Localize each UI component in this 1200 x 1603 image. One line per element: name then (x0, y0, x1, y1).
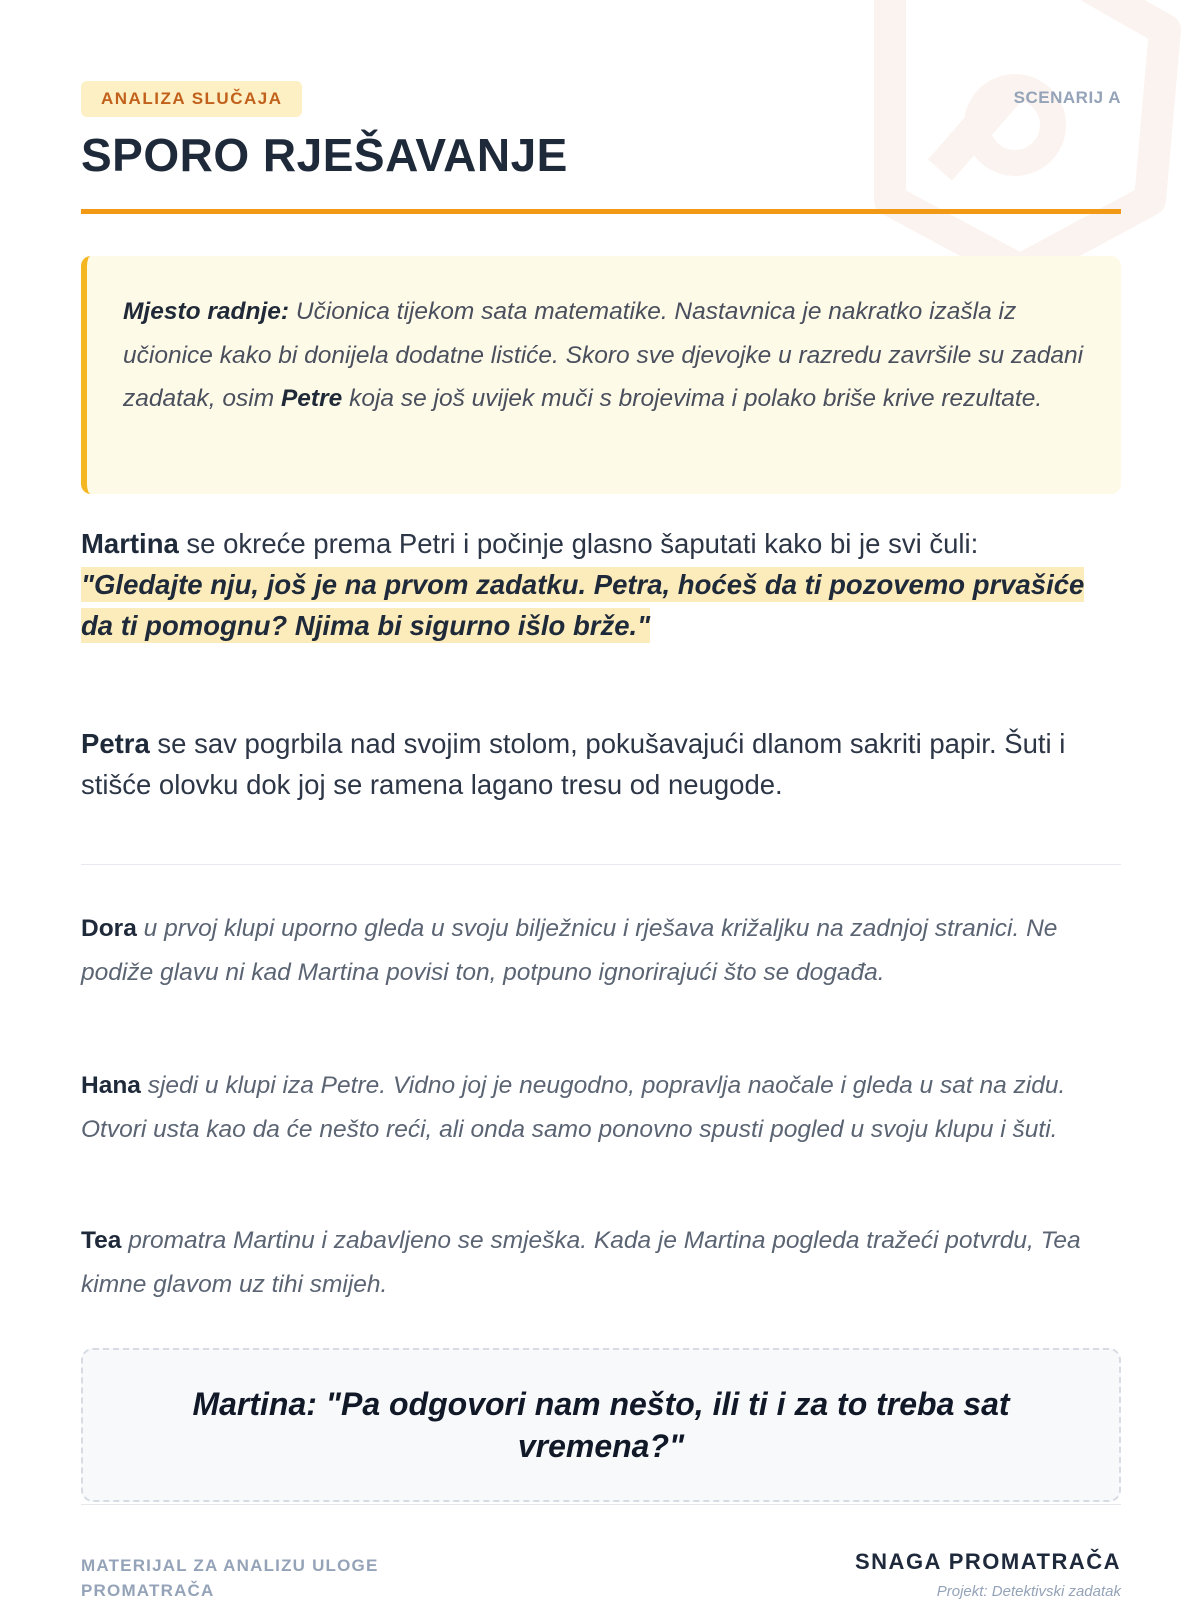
reaction-text: promatra Martinu i zabavljeno se smješka. Kada je Martina pogleda tražeći potvrdu, Tea kimne glavom uz tihi smijeh. (81, 1227, 1081, 1298)
scenario-label: SCENARIJ A (1013, 88, 1121, 107)
martina-name: Martina (81, 528, 179, 559)
footer-left-text: MATERIJAL ZA ANALIZU ULOGE PROMATRAČA (81, 1556, 379, 1600)
reaction-dora (81, 907, 1121, 994)
section-divider (81, 864, 1121, 865)
setting-label: Mjesto radnje: (123, 298, 290, 325)
setting-box (81, 256, 1121, 494)
setting-text-before: Učionica tijekom sata matematike. Nastavnica je nakratko izašla iz učionice kako bi donijela dodatne listiće. Skoro sve djevojke u razredu završile su zadani zadatak, osim (123, 298, 1084, 412)
setting-text-after: koja se još uvijek muči s brojevima i polako briše krive rezultate. (342, 385, 1043, 412)
page (81, 0, 1121, 1600)
reaction-tea (81, 1219, 1121, 1306)
title-underline (81, 209, 1121, 214)
martina-quote: "Gledajte nju, još je na prvom zadatku. Petra, hoćeš da ti pozovemo prvašiće da ti pomognu? Njima bi sigurno išlo brže." (81, 569, 1085, 641)
reaction-hana (81, 1064, 1121, 1151)
final-quote: Martina: "Pa odgovori nam nešto, ili ti i za to treba sat vremena?" (192, 1386, 1010, 1464)
reaction-name: Dora (81, 915, 137, 942)
petra-text: se sav pogrbila nad svojim stolom, pokušavajući dlanom sakriti papir. Šuti i stišće olovku dok joj se ramena lagano tresu od neugode. (81, 728, 1066, 800)
final-quote-box (81, 1348, 1121, 1502)
page-title: SPORO RJEŠAVANJE (81, 129, 568, 181)
petra-paragraph (81, 723, 1121, 805)
reaction-name: Tea (81, 1227, 122, 1254)
martina-text: se okreće prema Petri i počinje glasno šaputati kako bi je svi čuli: (178, 528, 979, 559)
reaction-name: Hana (81, 1072, 141, 1099)
footer-divider (81, 1504, 1121, 1505)
petra-name: Petra (81, 728, 150, 759)
case-analysis-tag: ANALIZA SLUČAJA (81, 81, 302, 117)
reaction-text: sjedi u klupi iza Petre. Vidno joj je neugodno, popravlja naočale i gleda u sat na zidu. Otvori usta kao da će nešto reći, ali onda samo ponovno spusti pogled u svoju klupu i šuti. (81, 1072, 1066, 1143)
setting-name: Petre (280, 385, 343, 412)
footer-title: SNAGA PROMATRAČA (855, 1549, 1121, 1574)
reaction-text: u prvoj klupi uporno gleda u svoju bilježnicu i rješava križaljku na zadnjoj stranici. Ne podiže glavu ni kad Martina povisi ton, potpuno ignorirajući što se događa. (81, 915, 1058, 986)
footer-subtitle: Projekt: Detektivski zadatak (936, 1583, 1121, 1600)
martina-paragraph (81, 523, 1121, 646)
